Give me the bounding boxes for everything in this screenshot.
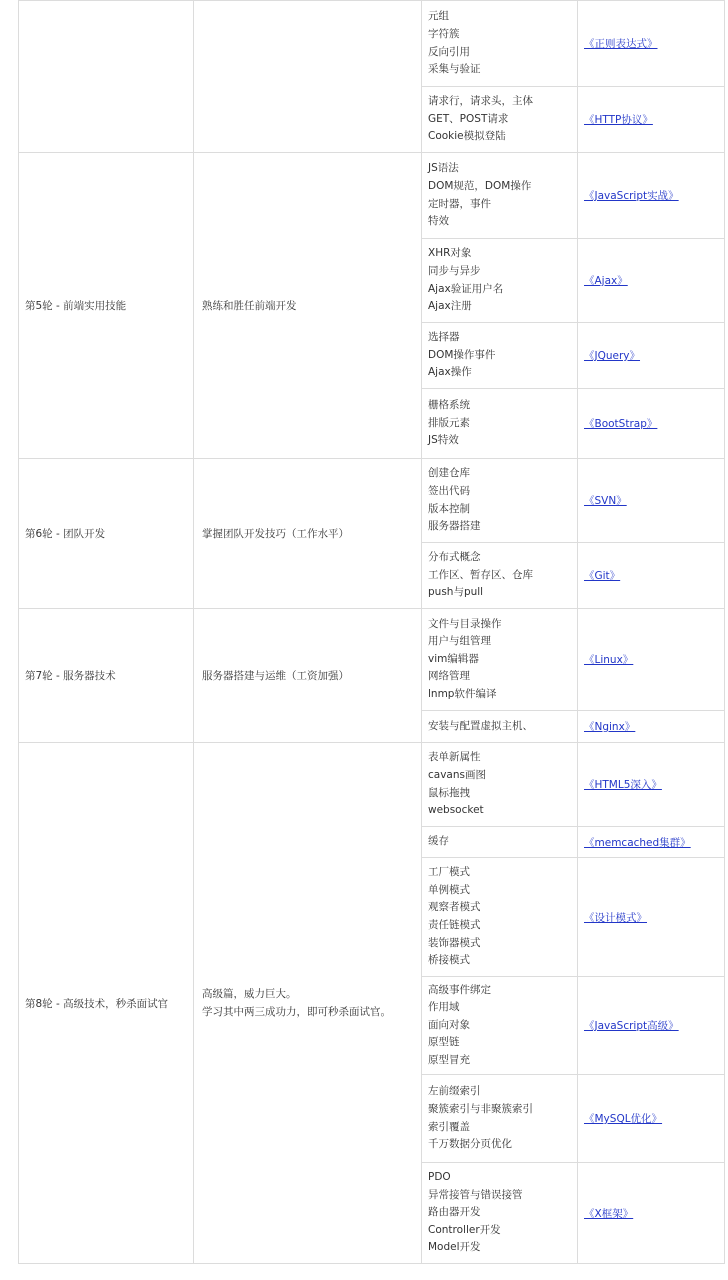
table-row [19, 459, 725, 543]
topics-cell [422, 743, 578, 827]
book-cell [578, 609, 725, 711]
book-link[interactable]: 《memcached集群》 [584, 836, 691, 849]
round-goal-line: 掌握团队开发技巧（工作水平） [202, 527, 349, 540]
book-cell [578, 858, 725, 977]
topic-item: 栅格系统 [428, 399, 470, 412]
book-cell [578, 389, 725, 459]
topics-cell [422, 711, 578, 743]
round-name-cell [19, 153, 194, 459]
book-link[interactable]: 《Ajax》 [584, 275, 628, 287]
book-link[interactable]: 《X框架》 [584, 1207, 634, 1220]
topic-item: 原型链 [428, 1036, 460, 1049]
topic-item: lnmp软件编译 [428, 687, 497, 700]
topic-item: GET、POST请求 [428, 112, 509, 125]
topic-item: Ajax验证用户名 [428, 282, 504, 295]
topic-item: 签出代码 [428, 484, 470, 497]
book-link[interactable]: 《设计模式》 [584, 911, 647, 924]
round-goal-cell [194, 153, 422, 459]
book-cell [578, 711, 725, 743]
book-cell [578, 1075, 725, 1163]
topic-item: 聚簇索引与非聚簇索引 [428, 1102, 533, 1115]
topic-item: push与pull [428, 586, 484, 599]
topic-item: 工作区、暂存区、仓库 [428, 568, 533, 581]
topic-item: 作用域 [428, 1001, 460, 1014]
topics-cell [422, 827, 578, 858]
round-name-cell [19, 743, 194, 1264]
topic-item: 责任链模式 [428, 919, 481, 931]
topic-item: 桥接模式 [428, 954, 470, 967]
topic-item: 反向引用 [428, 45, 470, 58]
round-name-cell [19, 609, 194, 743]
topic-item: 鼠标拖拽 [428, 786, 470, 799]
topics-cell [422, 389, 578, 459]
book-link[interactable]: 《HTML5深入》 [584, 779, 662, 791]
topic-item: vim编辑器 [428, 652, 479, 665]
topic-item: XHR对象 [428, 247, 472, 260]
topic-item: 同步与异步 [428, 264, 481, 277]
book-link[interactable]: 《BootStrap》 [584, 418, 658, 430]
topic-item: DOM操作事件 [428, 348, 496, 361]
round-goal-cell [194, 459, 422, 609]
topic-item: 服务器搭建 [428, 520, 481, 533]
topics-cell [422, 543, 578, 609]
topic-item: Controller开发 [428, 1223, 501, 1236]
round-name-cell [19, 1, 194, 153]
topic-item: websocket [428, 804, 484, 817]
topics-cell [422, 239, 578, 323]
round-name: 第5轮 - 前端实用技能 [25, 300, 127, 312]
round-name: 第6轮 - 团队开发 [25, 528, 106, 540]
book-link[interactable]: 《Nginx》 [584, 721, 636, 733]
book-cell [578, 743, 725, 827]
topic-item: 安装与配置虚拟主机、 [428, 719, 533, 732]
topic-item: 索引覆盖 [428, 1120, 470, 1133]
book-link[interactable]: 《Git》 [584, 570, 621, 582]
round-goal-line: 学习其中两三成功力，即可秒杀面试官。 [202, 1006, 391, 1018]
topic-item: 千万数据分页优化 [428, 1138, 512, 1151]
table-row [19, 153, 725, 239]
topic-item: 排版元素 [428, 416, 470, 429]
topic-item: JS语法 [428, 162, 459, 175]
topic-item: 采集与验证 [428, 63, 481, 76]
topics-cell [422, 609, 578, 711]
topic-item: 创建仓库 [428, 467, 470, 480]
book-link[interactable]: 《JQuery》 [584, 350, 641, 362]
curriculum-table [18, 0, 725, 1264]
book-cell [578, 1163, 725, 1264]
topic-item: 用户与组管理 [428, 635, 491, 648]
book-cell [578, 543, 725, 609]
topic-item: DOM规范，DOM操作 [428, 179, 532, 192]
topic-item: 特效 [428, 215, 449, 228]
round-goal-line: 熟练和胜任前端开发 [202, 299, 297, 312]
topic-item: 异常接管与错误接管 [428, 1188, 523, 1201]
topic-item: 选择器 [428, 331, 460, 344]
topic-item: PDO [428, 1171, 451, 1184]
book-cell [578, 153, 725, 239]
topic-item: 面向对象 [428, 1018, 470, 1031]
topics-cell [422, 153, 578, 239]
round-goal-cell [194, 743, 422, 1264]
topics-cell [422, 1, 578, 87]
round-goal-line: 高级篇，威力巨大。 [202, 988, 297, 1000]
book-cell [578, 239, 725, 323]
book-cell [578, 87, 725, 153]
round-name-cell [19, 459, 194, 609]
topic-item: 观察者模式 [428, 901, 481, 914]
topics-cell [422, 323, 578, 389]
topic-item: 路由器开发 [428, 1206, 481, 1219]
topic-item: Ajax注册 [428, 300, 472, 313]
topic-item: Ajax操作 [428, 366, 472, 379]
round-goal-line: 服务器搭建与运维（工资加强） [202, 669, 349, 682]
book-link[interactable]: 《JavaScript实战》 [584, 190, 679, 202]
book-link[interactable]: 《Linux》 [584, 654, 634, 666]
topic-item: 工厂模式 [428, 866, 470, 879]
book-cell [578, 977, 725, 1075]
topic-item: 分布式概念 [428, 551, 481, 564]
round-name: 第7轮 - 服务器技术 [25, 670, 116, 682]
topic-item: 文件与目录操作 [428, 617, 502, 630]
round-goal-cell [194, 1, 422, 153]
table-row [19, 743, 725, 827]
topics-cell [422, 459, 578, 543]
book-link[interactable]: 《SVN》 [584, 495, 627, 507]
curriculum-table-body [19, 1, 725, 1264]
book-cell [578, 1, 725, 87]
book-link[interactable]: 《HTTP协议》 [584, 114, 653, 126]
topic-item: Cookie模拟登陆 [428, 130, 506, 143]
topic-item: 单例模式 [428, 883, 470, 896]
topic-item: JS特效 [428, 434, 459, 447]
topic-item: 缓存 [428, 835, 449, 848]
topics-cell [422, 87, 578, 153]
book-link[interactable]: 《JavaScript高级》 [584, 1020, 679, 1032]
round-name: 第8轮 - 高级技术，秒杀面试官 [25, 997, 169, 1010]
book-cell [578, 323, 725, 389]
topic-item: 表单新属性 [428, 751, 481, 764]
topic-item: 装饰器模式 [428, 936, 481, 949]
topic-item: 高级事件绑定 [428, 983, 491, 996]
book-cell [578, 827, 725, 858]
topic-item: 元组 [428, 10, 449, 23]
topic-item: 字符簇 [428, 27, 460, 40]
topic-item: cavans画图 [428, 768, 486, 781]
table-row [19, 1, 725, 87]
topic-item: 网络管理 [428, 670, 470, 683]
topic-item: 左前缀索引 [428, 1085, 481, 1098]
table-row [19, 609, 725, 711]
topic-item: 请求行，请求头，主体 [428, 95, 533, 108]
topics-cell [422, 858, 578, 977]
round-goal-cell [194, 609, 422, 743]
book-link[interactable]: 《MySQL优化》 [584, 1113, 663, 1125]
topic-item: Model开发 [428, 1241, 481, 1254]
topics-cell [422, 1075, 578, 1163]
topic-item: 定时器，事件 [428, 197, 491, 210]
topics-cell [422, 977, 578, 1075]
book-cell [578, 459, 725, 543]
topic-item: 版本控制 [428, 502, 470, 515]
book-link[interactable]: 《正则表达式》 [584, 38, 658, 50]
topics-cell [422, 1163, 578, 1264]
topic-item: 原型冒充 [428, 1053, 470, 1066]
